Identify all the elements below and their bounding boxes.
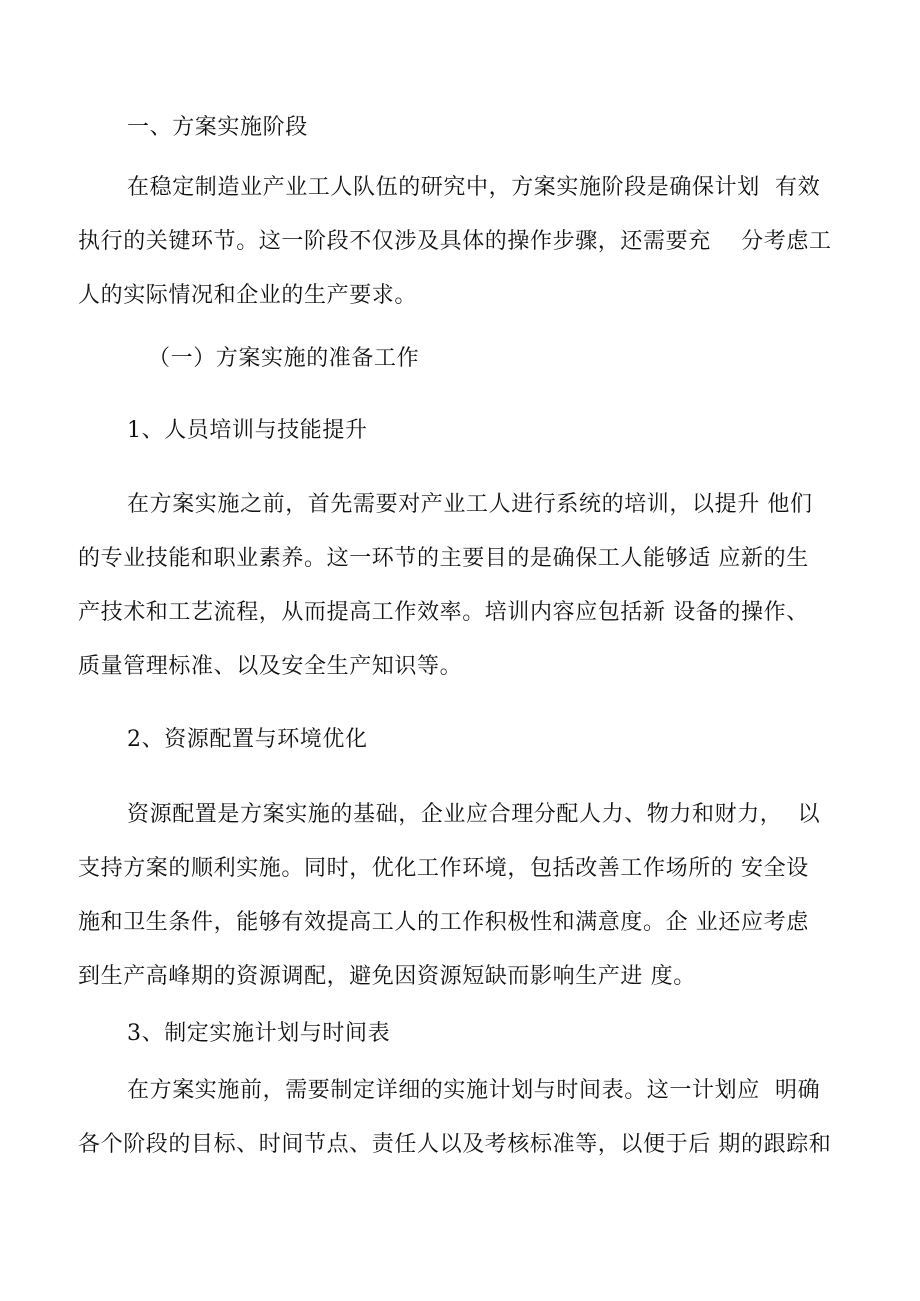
paragraph-line: 在方案实施之前，首先需要对产业工人进行系统的培训，以提升 他们 [127,492,813,517]
paragraph-line: 在方案实施前，需要制定详细的实施计划与时间表。这一计划应 明确 [127,1078,821,1103]
paragraph-line: 到生产高峰期的资源调配，避免因资源短缺而影响生产进 度。 [78,964,696,989]
paragraph-line: 各个阶段的目标、时间节点、责任人以及考核标准等，以便于后 期的跟踪和 [78,1132,832,1157]
paragraph-line: 的专业技能和职业素养。这一环节的主要目的是确保工人能够适 应新的生 [78,546,809,571]
paragraph-line: 产技术和工艺流程，从而提高工作效率。培训内容应包括新 设备的操作、 [78,600,809,625]
paragraph-line: 资源配置是方案实施的基础，企业应合理分配人力、物力和财力， 以 [127,802,821,827]
paragraph-line: 支持方案的顺利实施。同时，优化工作环境，包括改善工作场所的 安全设 [78,856,809,881]
section-title: 3、制定实施计划与时间表 [127,1021,391,1046]
section-title: 1、人员培训与技能提升 [127,418,368,443]
section-heading: 一、方案实施阶段 [127,115,308,140]
paragraph-line: 人的实际情况和企业的生产要求。 [78,283,418,308]
paragraph-line: 施和卫生条件，能够有效提高工人的工作积极性和满意度。企 业还应考虑 [78,910,809,935]
paragraph-line: 执行的关键环节。这一阶段不仅涉及具体的操作步骤，还需要充 分考虑工 [78,229,832,254]
subsection-heading: （一）方案实施的准备工作 [148,346,420,371]
section-title: 2、资源配置与环境优化 [127,727,368,752]
paragraph-line: 质量管理标准、以及安全生产知识等。 [78,654,463,679]
paragraph-line: 在稳定制造业产业工人队伍的研究中，方案实施阶段是确保计划 有效 [127,175,821,200]
